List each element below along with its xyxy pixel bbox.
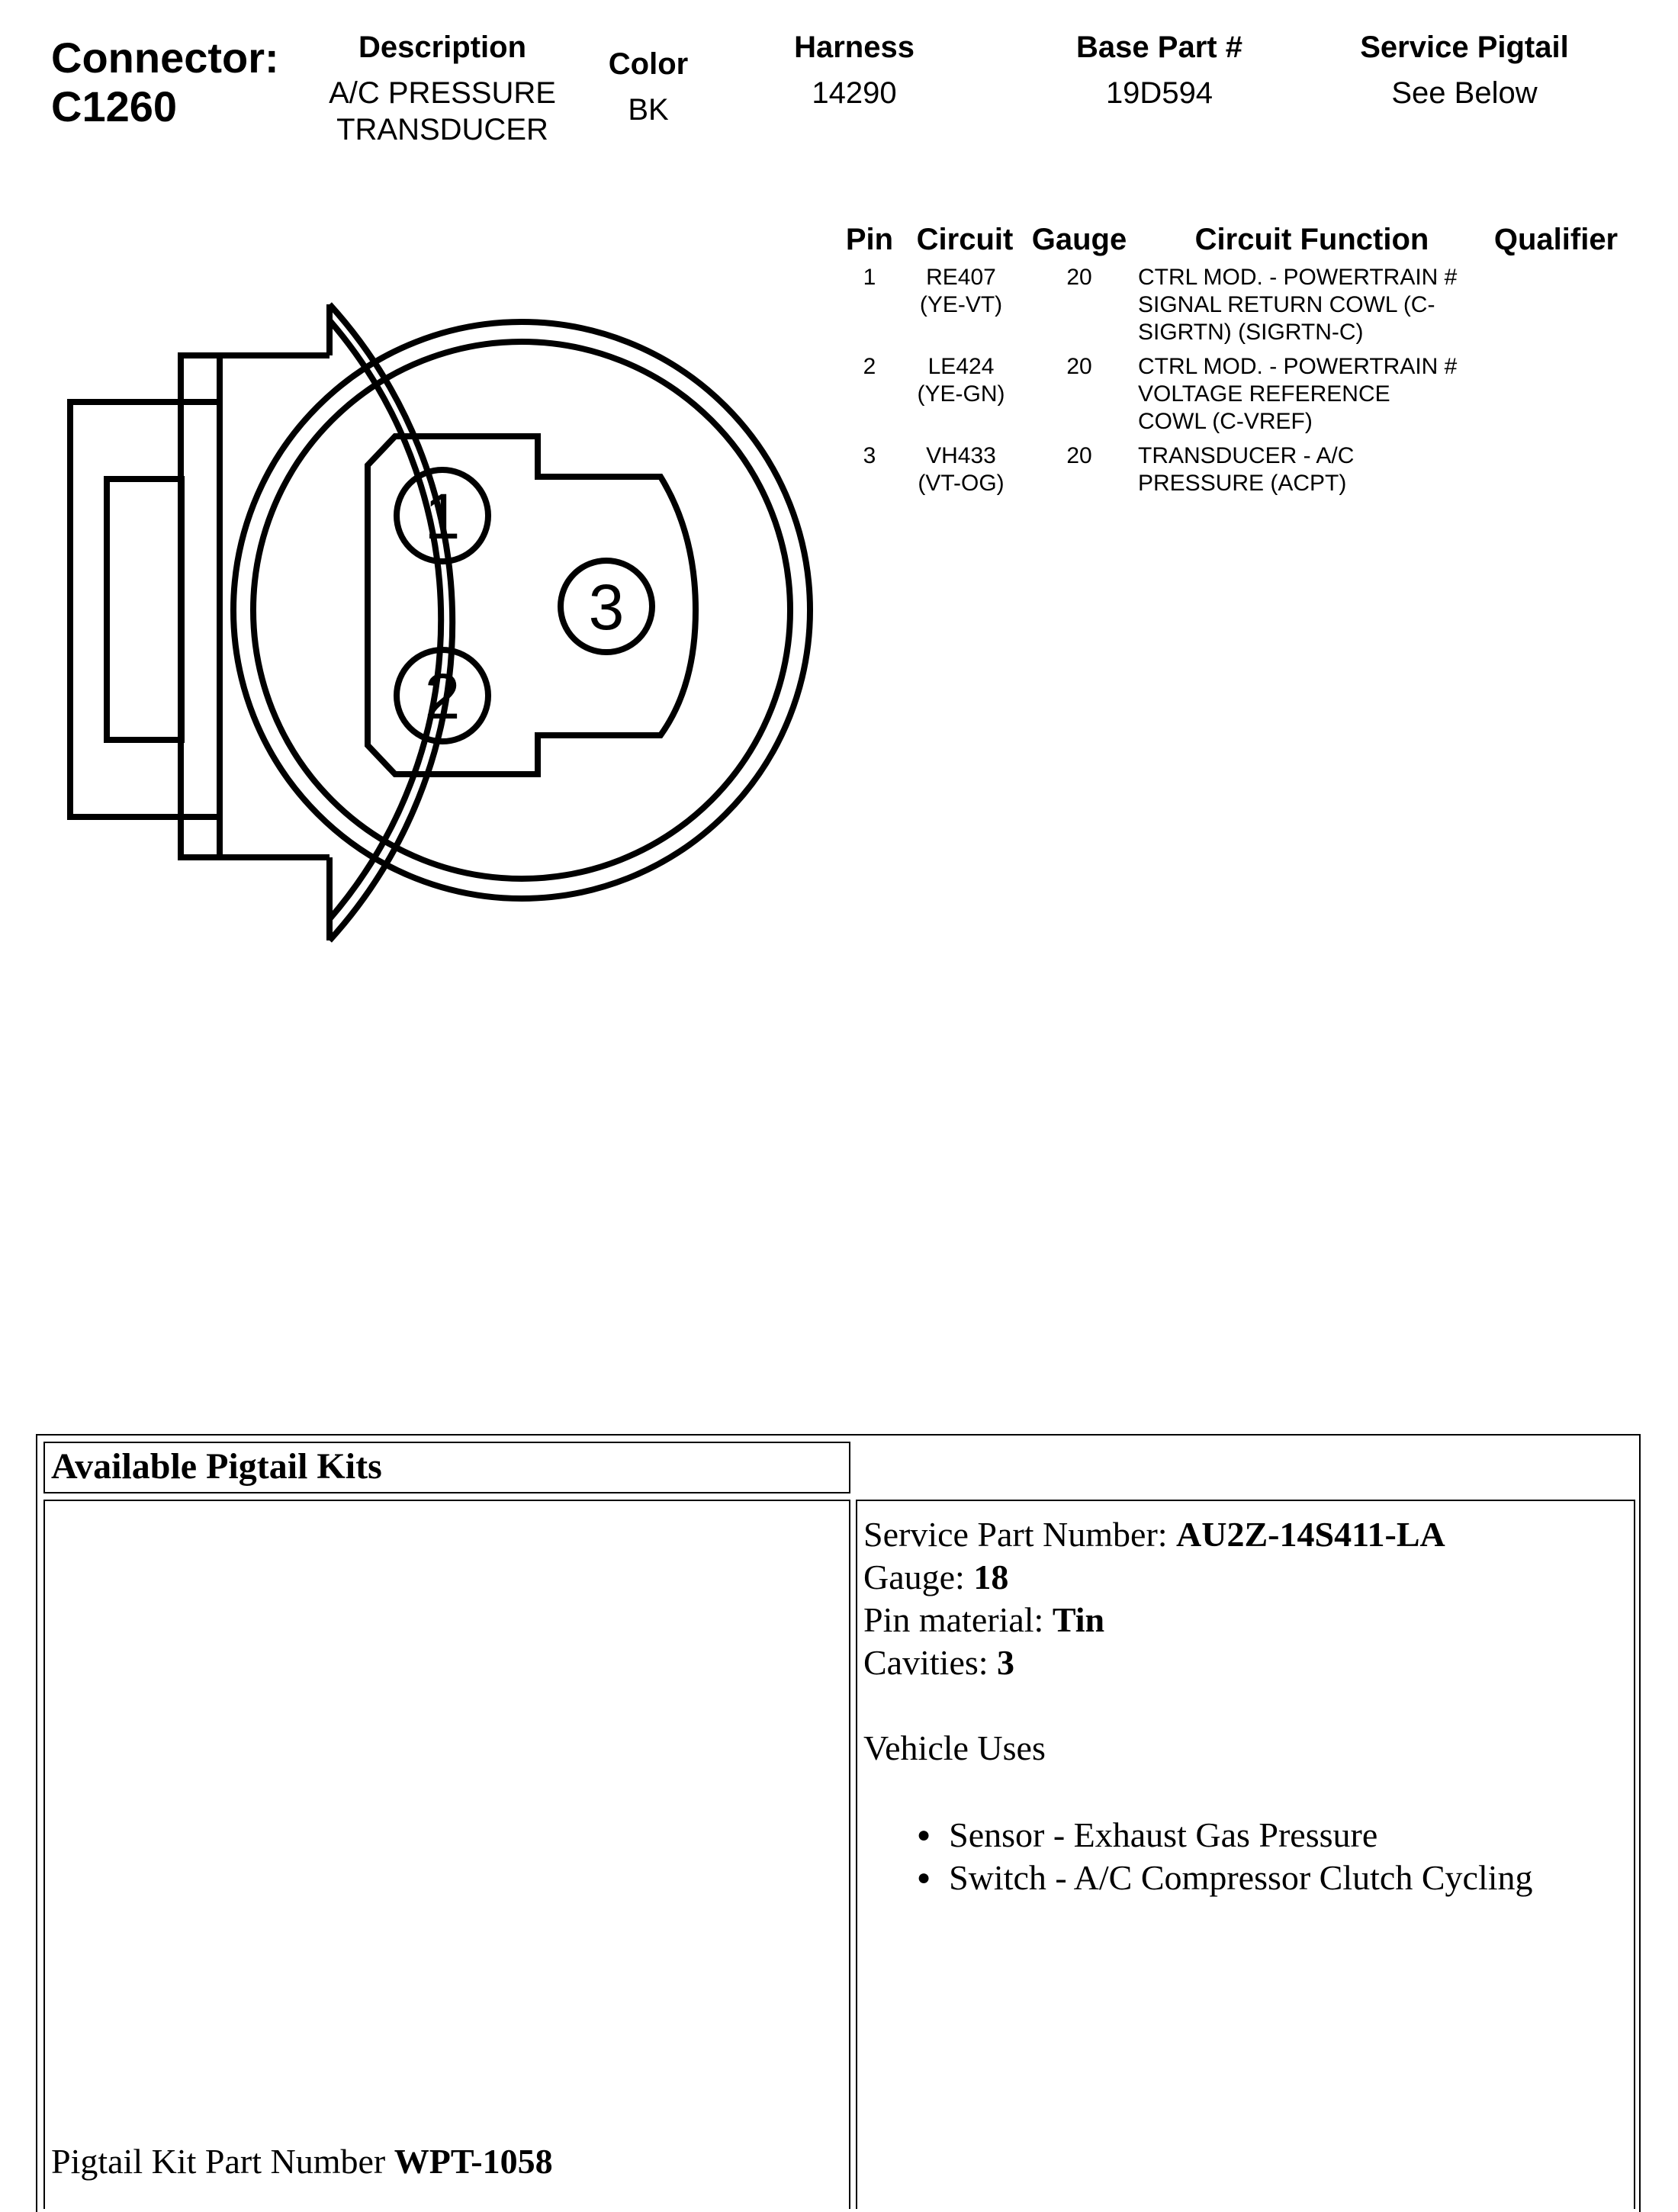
pin-row-2-circuit: LE424 (YE-GN): [917, 354, 1005, 407]
pin-col-header: Pin: [845, 223, 894, 256]
kit-cavities: Cavities: 3: [863, 1643, 1015, 1682]
qualifier-col-header: Qualifier: [1493, 223, 1619, 256]
circuit-col-header: Circuit: [916, 223, 1014, 256]
description-line-2: TRANSDUCER: [336, 113, 548, 146]
pin-row-3-circuit: VH433 (VT-OG): [918, 443, 1005, 496]
pin-3-label: 3: [588, 571, 625, 643]
harness-value: 14290: [812, 76, 897, 110]
kit-part-number-value: WPT-1058: [394, 2142, 553, 2181]
service-pigtail-value: See Below: [1391, 76, 1538, 110]
vehicle-uses-title: Vehicle Uses: [863, 1728, 1046, 1767]
pin-row-1-circuit: RE407 (YE-VT): [919, 265, 1003, 317]
service-pigtail-title: Service Pigtail: [1360, 31, 1569, 64]
pin-row-1-gauge: 20: [1066, 265, 1092, 290]
pin-cavity-outline: [368, 436, 696, 774]
face-inner-ring: [253, 342, 790, 879]
connector-label: Connector:: [51, 34, 279, 82]
connector-id: C1260: [51, 82, 178, 130]
vehicle-use-item: ● Switch - A/C Compressor Clutch Cycling: [917, 1858, 1533, 1897]
color-title: Color: [608, 47, 689, 81]
pin-row-2-function: CTRL MOD. - POWERTRAIN # VOLTAGE REFERENCE COWL (C-VREF): [1138, 354, 1458, 434]
kits-title-cell: [43, 1442, 850, 1493]
latch-tab-outline: [70, 402, 220, 817]
pin-row-3-pin: 3: [863, 443, 876, 468]
base-part-value: 19D594: [1105, 76, 1213, 110]
face-outer-ring: [233, 322, 810, 899]
pin-2-label: 2: [424, 661, 461, 732]
pin-row-1-pin: 1: [863, 265, 876, 290]
base-part-title: Base Part #: [1076, 31, 1242, 64]
service-pigtail-column: [1342, 29, 1586, 111]
connector-face-diagram: [0, 0, 839, 992]
pin-row-3-gauge: 20: [1066, 443, 1092, 468]
kit-part-number: Pigtail Kit Part Number WPT-1058: [51, 2142, 553, 2181]
kit-pin-material: Pin material: Tin: [863, 1600, 1105, 1639]
kit-details-cell: [856, 1500, 1635, 2209]
bullet-icon: ●: [917, 1822, 931, 1847]
pin-row-2-gauge: 20: [1066, 354, 1092, 379]
function-col-header: Circuit Function: [1194, 223, 1429, 256]
kit-gauge: Gauge: 18: [863, 1558, 1009, 1596]
pin-row-1-function: CTRL MOD. - POWERTRAIN # SIGNAL RETURN COWL (C- SIGRTN) (SIGRTN-C): [1138, 265, 1458, 345]
color-value: BK: [628, 93, 669, 127]
pin-row-2-pin: 2: [863, 354, 876, 379]
pin-row-3-function: TRANSDUCER - A/C PRESSURE (ACPT): [1138, 443, 1355, 496]
gauge-col-header: Gauge: [1031, 223, 1127, 256]
harness-title: Harness: [794, 31, 915, 64]
pin-1-label: 1: [424, 481, 461, 552]
vehicle-use-item: ● Sensor - Exhaust Gas Pressure: [917, 1815, 1378, 1854]
base-part-column: [1045, 29, 1274, 111]
description-line-1: A/C PRESSURE: [329, 76, 556, 110]
latch-window: [107, 479, 182, 740]
kit-image-cell: [43, 1500, 850, 2209]
kits-title: Available Pigtail Kits: [51, 1446, 382, 1487]
bullet-icon: ●: [917, 1865, 931, 1890]
service-part-number: Service Part Number: AU2Z-14S411-LA: [863, 1515, 1445, 1554]
description-title: Description: [358, 31, 527, 64]
